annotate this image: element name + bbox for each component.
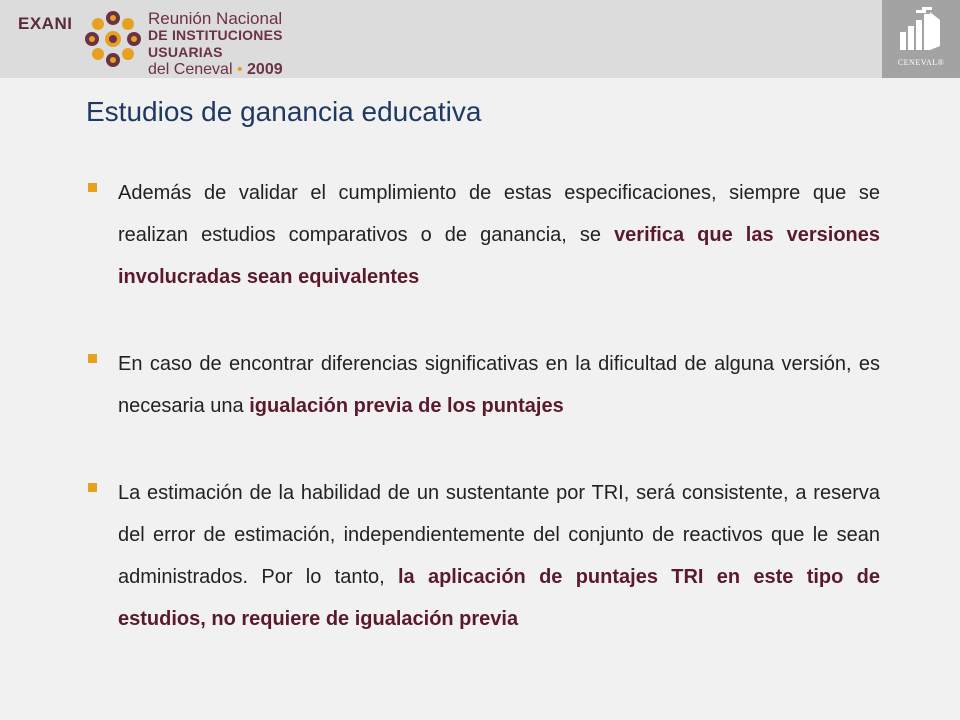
ceneval-logo-icon [896, 6, 946, 56]
bullet-item [88, 472, 880, 640]
bullet-list [88, 172, 880, 640]
square-bullet-icon [88, 354, 97, 363]
slide-title: Estudios de ganancia educativa [86, 96, 482, 127]
bullet-emphasis: igualación previa de los puntajes [249, 395, 564, 417]
event-line-3 [148, 61, 318, 78]
event-logo [18, 6, 318, 78]
bullet-text: La estimación de la habilidad de un sustentante por TRI, será consistente, a reserva del error de estimación, independientemente del conjunto de reactivos que le sean administrados. Por lo tanto, [118, 482, 880, 588]
event-line-1: Reunión Nacional [148, 9, 283, 28]
header-banner [0, 0, 960, 78]
square-bullet-icon [88, 483, 97, 492]
event-separator-dot: • [236, 61, 243, 78]
bullet-emphasis: verifica que las versiones involucradas sean equivalentes [118, 224, 881, 288]
square-bullet-icon [88, 183, 97, 192]
bullet-item [88, 172, 880, 298]
bullet-emphasis: la aplicación de puntajes TRI en este tipo de estudios, no requiere de igualación previa [118, 566, 880, 630]
exani-emblem-logo-icon [82, 8, 144, 70]
event-year: 2009 [247, 61, 283, 78]
bullet-text: En caso de encontrar diferencias significativas en la dificultad de alguna versión, es necesaria una [118, 353, 880, 417]
ceneval-logo [882, 0, 960, 78]
event-line-2: DE INSTITUCIONES USUARIAS [148, 27, 283, 60]
bullet-text: Además de validar el cumplimiento de estas especificaciones, siempre que se realizan estudios comparativos o de ganancia, se [118, 182, 880, 246]
event-name [148, 10, 318, 78]
event-line-3-prefix: del Ceneval [148, 61, 233, 78]
bullet-item [88, 343, 880, 427]
exani-wordmark: EXANI [18, 14, 73, 33]
ceneval-wordmark: CENEVAL® [897, 58, 945, 67]
